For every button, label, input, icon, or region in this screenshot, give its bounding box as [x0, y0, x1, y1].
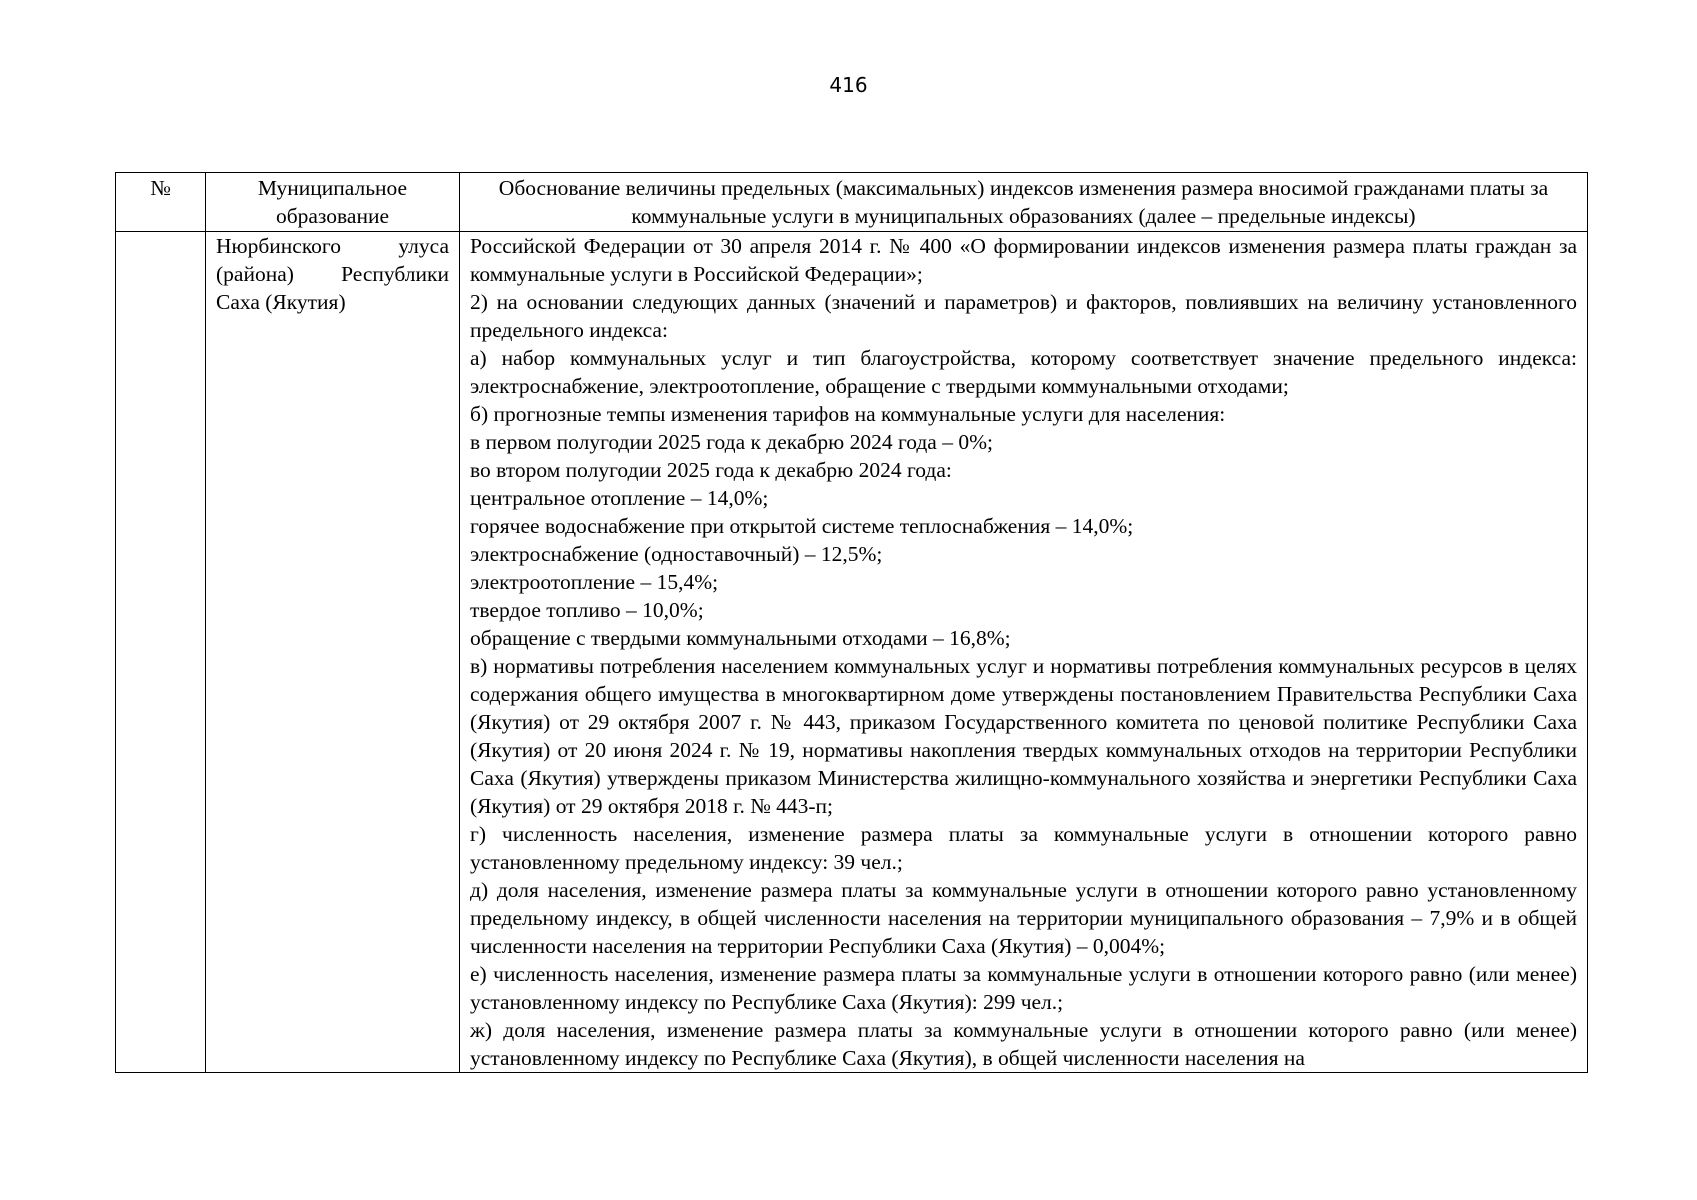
municipality-cell: Нюрбинского улуса (района) Республики Саха (Якутия) [206, 232, 460, 1073]
header-number: № [116, 173, 206, 232]
justification-paragraph: 2) на основании следующих данных (значений и параметров) и факторов, повлиявших на величину установленного предельного индекса: [470, 290, 1577, 342]
justification-paragraph: обращение с твердыми коммунальными отходами – 16,8%; [470, 626, 1011, 650]
table-row [116, 232, 1588, 1073]
justification-paragraph: е) численность населения, изменение размера платы за коммунальные услуги в отношении которого равно (или менее) установленному индексу по Республике Саха (Якутия): 299 чел.; [470, 962, 1577, 1014]
tariff-index-table [115, 172, 1588, 1073]
justification-paragraph: Российской Федерации от 30 апреля 2014 г. № 400 «О формировании индексов изменения размера платы граждан за коммунальные услуги в Российской Федерации»; [470, 234, 1577, 286]
justification-paragraph: горячее водоснабжение при открытой системе теплоснабжения – 14,0%; [470, 514, 1134, 538]
justification-paragraph: во втором полугодии 2025 года к декабрю 2024 года: [470, 458, 952, 482]
justification-paragraph: электроотопление – 15,4%; [470, 570, 719, 594]
justification-paragraph: в) нормативы потребления населением коммунальных услуг и нормативы потребления коммунальных ресурсов в целях содержания общего имущества в многоквартирном доме утверждены постановлением Правительства Республики Саха (Якутия) от 29 октября 2007 г. № 443, приказом Государственного комитета по ценовой политике Республики Саха (Якутия) от 20 июня 2024 г. № 19, нормативы накопления твердых коммунальных отходов на территории Республики Саха (Якутия) утверждены приказом Министерства жилищно-коммунального хозяйства и энергетики Республики Саха (Якутия) от 29 октября 2018 г. № 443-п; [470, 654, 1577, 818]
justification-paragraph: а) набор коммунальных услуг и тип благоустройства, которому соответствует значение предельного индекса: электроснабжение, электроотопление, обращение с твердыми коммунальными отходами; [470, 346, 1577, 398]
justification-paragraph: твердое топливо – 10,0%; [470, 598, 704, 622]
justification-paragraph: центральное отопление – 14,0%; [470, 486, 769, 510]
justification-paragraph: г) численность населения, изменение размера платы за коммунальные услуги в отношении которого равно установленному предельному индексу: 39 чел.; [470, 822, 1577, 874]
row-number-cell [116, 232, 206, 1073]
justification-cell [460, 232, 1588, 1073]
justification-paragraph: электроснабжение (одноставочный) – 12,5%; [470, 542, 883, 566]
page-number: 416 [829, 73, 868, 97]
justification-paragraph: ж) доля населения, изменение размера платы за коммунальные услуги в отношении которого равно (или менее) установленному индексу по Республике Саха (Якутия), в общей численности населения на [470, 1018, 1577, 1070]
table-header-row [116, 173, 1588, 232]
justification-paragraph: в первом полугодии 2025 года к декабрю 2024 года – 0%; [470, 430, 993, 454]
justification-paragraph: д) доля населения, изменение размера платы за коммунальные услуги в отношении которого равно установленному предельному индексу, в общей численности населения на территории муниципального образования – 7,9% и в общей численности населения на территории Республики Саха (Якутия) – 0,004%; [470, 878, 1577, 958]
header-justification: Обоснование величины предельных (максимальных) индексов изменения размера вносимой гражданами платы за коммунальные услуги в муниципальных образованиях (далее – предельные индексы) [460, 173, 1588, 232]
justification-paragraph: б) прогнозные темпы изменения тарифов на коммунальные услуги для населения: [470, 402, 1226, 426]
header-municipality: Муниципальное образование [206, 173, 460, 232]
